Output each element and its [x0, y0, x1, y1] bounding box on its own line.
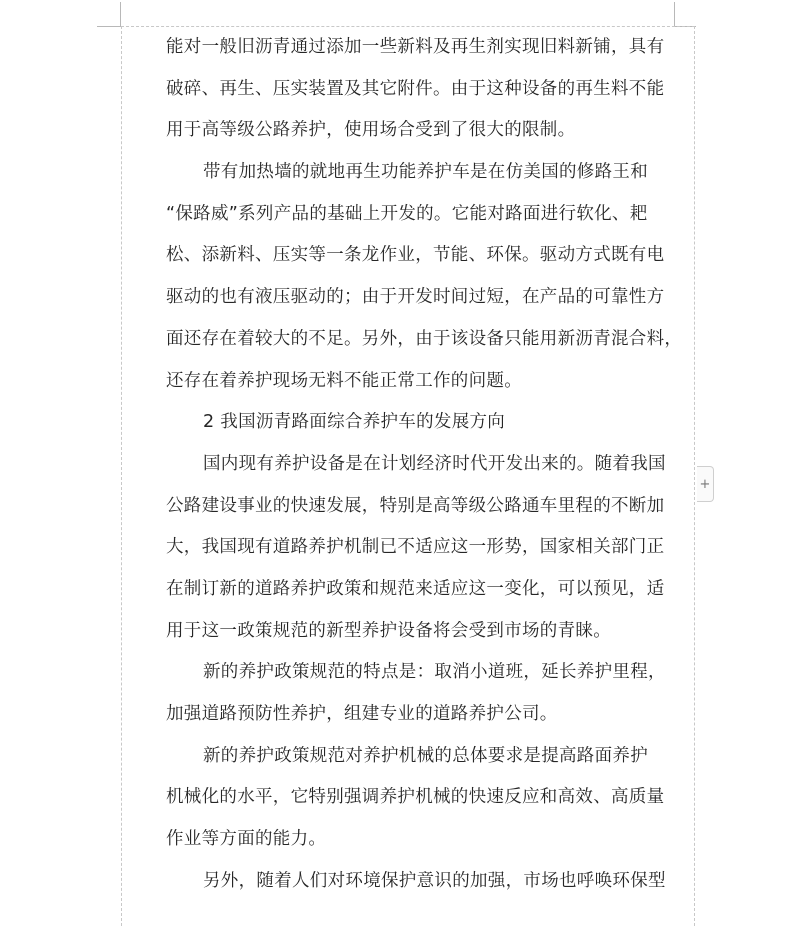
text-line[interactable]: 公路建设事业的快速发展，特别是高等级公路通车里程的不断加 — [166, 495, 665, 516]
page-body-text[interactable] — [166, 27, 692, 902]
text-line[interactable]: 用于高等级公路养护，使用场合受到了很大的限制。 — [166, 120, 576, 141]
text-line[interactable]: 大，我国现有道路养护机制已不适应这一形势，国家相关部门正 — [166, 537, 665, 558]
text-line[interactable]: 能对一般旧沥青通过添加一些新料及再生剂实现旧料新铺，具有 — [166, 37, 665, 57]
text-line[interactable]: 面还存在着较大的不足。另外，由于该设备只能用新沥青混合料， — [166, 328, 683, 349]
crop-mark-top-left-horizontal — [97, 26, 121, 27]
text-line[interactable]: 还存在着养护现场无料不能正常工作的问题。 — [166, 370, 522, 391]
crop-mark-top-left-vertical — [120, 2, 121, 26]
text-line[interactable]: 松、添新料、压实等一条龙作业，节能、环保。驱动方式既有电 — [166, 245, 665, 266]
text-line[interactable]: 驱动的也有液压驱动的；由于开发时间过短，在产品的可靠性方 — [166, 287, 665, 308]
text-line[interactable]: “保路威”系列产品的基础上开发的。它能对路面进行软化、耙 — [166, 203, 648, 224]
text-line[interactable]: 带有加热墙的就地再生功能养护车是在仿美国的修路王和 — [203, 162, 648, 183]
text-line[interactable]: 国内现有养护设备是在计划经济时代开发出来的。随着我国 — [203, 453, 666, 474]
text-line[interactable]: 机械化的水平，它特别强调养护机械的快速反应和高效、高质量 — [166, 787, 665, 808]
text-line[interactable]: 用于这一政策规范的新型养护设备将会受到市场的青睐。 — [166, 620, 611, 641]
text-line[interactable]: 加强道路预防性养护，组建专业的道路养护公司。 — [166, 704, 558, 724]
crop-mark-top-right-vertical — [674, 2, 675, 26]
text-line[interactable]: 新的养护政策规范的特点是：取消小道班，延长养护里程， — [203, 662, 666, 683]
text-line[interactable]: 破碎、再生、压实装置及其它附件。由于这种设备的再生料不能 — [166, 78, 665, 99]
text-line[interactable]: 新的养护政策规范对养护机械的总体要求是提高路面养护 — [203, 745, 648, 766]
plus-icon: + — [699, 476, 711, 492]
text-line[interactable]: 另外，随着人们对环境保护意识的加强，市场也呼唤环保型 — [203, 870, 666, 891]
text-line[interactable]: 在制订新的道路养护政策和规范来适应这一变化，可以预见，适 — [166, 578, 665, 599]
text-line[interactable]: 作业等方面的能力。 — [166, 829, 327, 850]
expand-panel-button[interactable] — [697, 466, 714, 502]
section-heading[interactable]: 2 我国沥青路面综合养护车的发展方向 — [203, 412, 506, 433]
